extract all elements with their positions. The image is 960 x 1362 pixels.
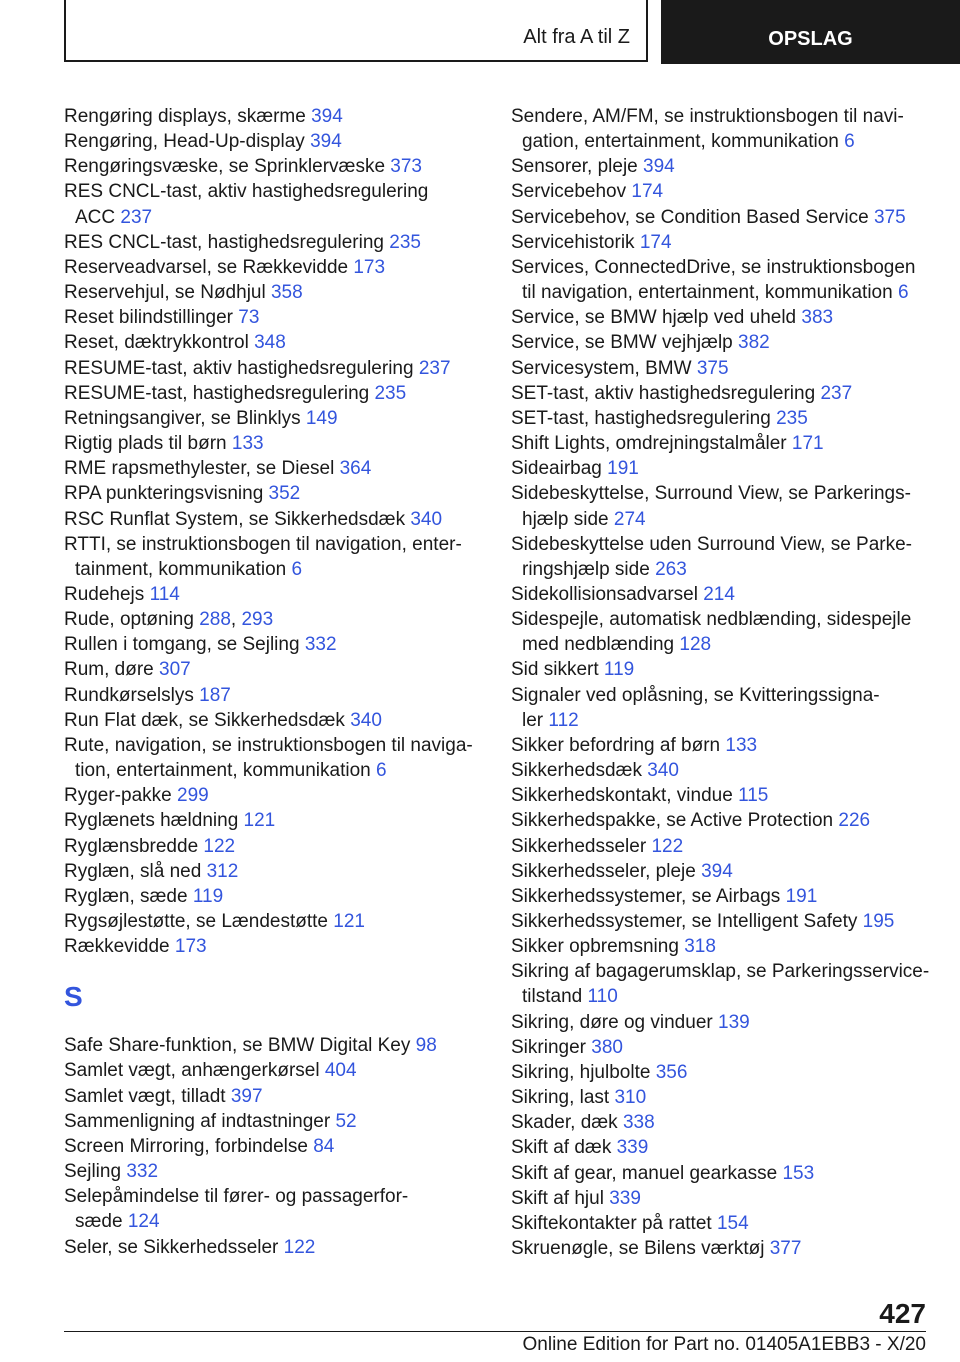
- entry-term: Sikringer: [511, 1036, 586, 1058]
- page-reference-link[interactable]: 237: [418, 357, 451, 379]
- index-entry: [511, 330, 936, 355]
- index-letter-heading: S: [64, 981, 83, 1013]
- page-reference-link[interactable]: 128: [679, 634, 712, 656]
- entry-term: Skift af hjul: [511, 1187, 604, 1209]
- page-reference-link[interactable]: 114: [149, 583, 180, 605]
- index-entry: [511, 104, 936, 154]
- entry-term: SET-tast, aktiv hastighedsregulering: [511, 382, 816, 404]
- index-entry: [511, 657, 936, 682]
- index-entry: [64, 1033, 484, 1058]
- index-entry: [511, 1035, 936, 1060]
- entry-term: Rengøring, Head-Up-display: [64, 131, 305, 153]
- page-reference-link[interactable]: 356: [655, 1061, 688, 1083]
- page-reference-link[interactable]: 174: [631, 181, 664, 203]
- index-entry: [511, 230, 936, 255]
- index-entry: [64, 1184, 484, 1234]
- entry-term: Sikkerhedspakke, se Active Protection: [511, 810, 834, 832]
- entry-term: RPA punkteringsvisning: [64, 483, 264, 505]
- page-reference-link[interactable]: 380: [591, 1036, 623, 1058]
- index-entry: [64, 255, 484, 280]
- entry-term: Skruenøgle, se Bilens værktøj: [511, 1238, 765, 1260]
- page-reference-link[interactable]: 110: [587, 986, 618, 1008]
- page-reference-link[interactable]: 394: [310, 131, 342, 153]
- page-reference-link[interactable]: 394: [311, 106, 343, 127]
- entry-term: SET-tast, hastighedsregulering: [511, 407, 771, 429]
- page-reference-link[interactable]: 348: [254, 332, 286, 354]
- index-entry: [64, 783, 484, 808]
- page-reference-link[interactable]: 187: [199, 684, 231, 706]
- page-reference-link[interactable]: 122: [283, 1236, 316, 1258]
- page-reference-link[interactable]: 6: [376, 760, 387, 782]
- entry-term: Reset bilindstillinger: [64, 307, 233, 329]
- page-reference-link[interactable]: 237: [820, 382, 853, 404]
- index-entry: [64, 708, 484, 733]
- page-reference-link[interactable]: 52: [335, 1110, 357, 1132]
- entry-term: RSC Runflat System, se Sikkerhedsdæk: [64, 508, 406, 530]
- entry-term: Rigtig plads til børn: [64, 433, 227, 455]
- entry-term: Service, se BMW vejhjælp: [511, 332, 733, 354]
- entry-term: Service, se BMW hjælp ved uheld: [511, 307, 797, 329]
- footer-text: Online Edition for Part no. 01405A1EBB3 - X/20: [522, 1334, 926, 1355]
- page-reference-link[interactable]: 235: [374, 382, 407, 404]
- index-entry: [64, 356, 484, 381]
- page-reference-link[interactable]: 149: [305, 407, 338, 429]
- page-reference-link[interactable]: 237: [120, 206, 153, 228]
- page-reference-link[interactable]: 122: [651, 835, 684, 857]
- page-reference-link[interactable]: 6: [291, 558, 303, 580]
- index-entry: [511, 1085, 936, 1110]
- index-entry: [511, 1010, 936, 1035]
- page-reference-link[interactable]: 122: [203, 835, 236, 857]
- entry-term: Sikkerhedssystemer, se Intelligent Safety: [511, 911, 858, 932]
- entry-term: hjælp side: [522, 508, 609, 530]
- page-reference-link[interactable]: 173: [353, 256, 386, 278]
- index-entry: [64, 1235, 484, 1260]
- page-reference-link[interactable]: 173: [174, 936, 207, 958]
- page-reference-link[interactable]: 394: [643, 156, 675, 178]
- entry-term: Sideairbag: [511, 458, 602, 480]
- entry-term: RESUME-tast, aktiv hastighedsregulering: [64, 357, 414, 379]
- page-reference-link[interactable]: 375: [696, 357, 729, 379]
- index-entry: [64, 406, 484, 431]
- index-entry: [64, 481, 484, 506]
- page-reference-link[interactable]: 6: [897, 282, 909, 304]
- entry-term: til navigation, entertainment, kommunikation: [522, 282, 893, 304]
- index-entry: [511, 1211, 936, 1236]
- entry-term: Sikkerhedsdæk: [511, 760, 642, 782]
- page-reference-link[interactable]: 288: [199, 609, 231, 631]
- page-reference-link[interactable]: 112: [548, 709, 579, 731]
- index-entry: [64, 230, 484, 255]
- entry-term: Skift af dæk: [511, 1137, 612, 1159]
- entry-term: Sid sikkert: [511, 659, 599, 681]
- entry-term: Rundkørselslys: [64, 684, 194, 706]
- page-reference-link[interactable]: 214: [703, 583, 735, 605]
- index-entry: [64, 507, 484, 532]
- index-entry: [511, 381, 936, 406]
- index-entry: [64, 834, 484, 859]
- entry-term: Servicehistorik: [511, 231, 635, 253]
- index-entry: [511, 406, 936, 431]
- index-entry: [511, 909, 936, 934]
- index-entry: [511, 1161, 936, 1186]
- entry-term: Sidebeskyttelse uden Surround View, se Parke-: [511, 533, 912, 555]
- index-entry: [64, 859, 484, 884]
- entry-term: Sidespejle, automatisk nedblænding, sidespejle: [511, 609, 912, 631]
- entry-term: Sikring, døre og vinduer: [511, 1011, 713, 1033]
- entry-term: Sejling: [64, 1161, 122, 1183]
- page-reference-link[interactable]: 133: [231, 433, 264, 455]
- index-column-right: [511, 104, 936, 1261]
- entry-term: Sikker opbremsning: [511, 936, 679, 958]
- page-reference-link[interactable]: 364: [339, 458, 372, 480]
- entry-term: Sikkerhedsseler: [511, 835, 647, 857]
- index-entry: Rude, optøning 288, 293: [64, 609, 274, 631]
- entry-term: Retningsangiver, se Blinklys: [64, 407, 301, 429]
- entry-term: Rute, navigation, se instruktionsbogen til naviga-: [64, 734, 473, 756]
- entry-term: Samlet vægt, anhængerkørsel: [64, 1060, 320, 1082]
- entry-term: Rullen i tomgang, se Sejling: [64, 634, 300, 656]
- index-entry: [511, 934, 936, 959]
- page-reference-link[interactable]: 332: [304, 634, 337, 656]
- page-reference-link[interactable]: 377: [769, 1238, 802, 1260]
- page-reference-link[interactable]: 133: [725, 734, 758, 756]
- entry-term: RES CNCL-tast, aktiv hastighedsregulering: [64, 181, 429, 203]
- index-entry: [511, 532, 936, 582]
- page-reference-link[interactable]: 293: [241, 609, 274, 631]
- page-reference-link[interactable]: 397: [230, 1085, 263, 1107]
- entry-term: Servicesystem, BMW: [511, 357, 692, 379]
- page-reference-link[interactable]: 263: [655, 558, 687, 580]
- entry-term: Servicebehov, se Condition Based Service: [511, 206, 869, 228]
- entry-term: Seler, se Sikkerhedsseler: [64, 1236, 279, 1258]
- index-entry: [511, 733, 936, 758]
- page-reference-link[interactable]: 299: [177, 785, 209, 807]
- page-reference-link[interactable]: 73: [238, 307, 260, 329]
- entry-term: Reservehjul, se Nødhjul: [64, 282, 266, 304]
- index-entry: [511, 884, 936, 909]
- page-reference-link[interactable]: 375: [873, 206, 906, 228]
- index-entry: [64, 179, 484, 229]
- entry-term: tilstand: [522, 986, 583, 1008]
- entry-term: Services, ConnectedDrive, se instruktionsbogen: [511, 256, 916, 278]
- page-reference-link[interactable]: 84: [313, 1135, 335, 1157]
- entry-term: Sensorer, pleje: [511, 156, 638, 178]
- index-entry: [64, 1134, 484, 1159]
- entry-term: Shift Lights, omdrejningstalmåler: [511, 433, 787, 455]
- entry-term: RESUME-tast, hastighedsregulering: [64, 382, 370, 404]
- page-reference-link[interactable]: 310: [614, 1087, 647, 1109]
- index-entry: [511, 255, 936, 305]
- page-reference-link[interactable]: 6: [844, 131, 855, 153]
- entry-term: Rum, døre: [64, 659, 154, 681]
- index-entry: [64, 1084, 484, 1109]
- entry-term: Reserveadvarsel, se Rækkevidde: [64, 256, 349, 278]
- entry-term: Sammenligning af indtastninger: [64, 1110, 331, 1132]
- index-entry: [511, 607, 936, 657]
- footer-divider: [64, 1331, 926, 1332]
- page-number: 427: [879, 1298, 926, 1329]
- index-entry: [511, 305, 936, 330]
- index-entry: [511, 834, 936, 859]
- index-entry: [64, 280, 484, 305]
- entry-term: Selepåmindelse til fører- og passagerfor-: [64, 1186, 409, 1208]
- entry-term: Sikkerhedsseler, pleje: [511, 860, 696, 882]
- entry-term: Sidebeskyttelse, Surround View, se Parkerings-: [511, 483, 911, 505]
- page-reference-link[interactable]: 171: [791, 433, 824, 455]
- entry-term: Sikring, last: [511, 1087, 610, 1109]
- section-title: Alt fra A til Z: [523, 26, 630, 48]
- page-reference-link[interactable]: 338: [622, 1112, 655, 1134]
- index-entry: [511, 808, 936, 833]
- page-reference-link[interactable]: 119: [192, 885, 224, 907]
- entry-term: tion, entertainment, kommunikation: [75, 760, 371, 782]
- entry-term: RES CNCL-tast, hastighedsregulering: [64, 231, 384, 253]
- entry-term: Reset, dæktrykkontrol: [64, 332, 249, 354]
- index-entry: [64, 305, 484, 330]
- page-reference-link[interactable]: 307: [159, 659, 191, 681]
- entry-term: med nedblænding: [522, 634, 675, 656]
- entry-term: Ryglæn, sæde: [64, 885, 188, 907]
- index-entry: [511, 154, 936, 179]
- page-reference-link[interactable]: 340: [350, 709, 382, 731]
- index-entry: [64, 431, 484, 456]
- entry-term: Rude, optøning: [64, 609, 194, 631]
- index-entry: [511, 1135, 936, 1160]
- entry-term: Sikkerhedssystemer, se Airbags: [511, 885, 781, 907]
- page-reference-link[interactable]: 98: [415, 1035, 437, 1057]
- page-reference-link[interactable]: 235: [389, 231, 421, 253]
- index-entry: [511, 481, 936, 531]
- page-reference-link[interactable]: 115: [738, 785, 769, 807]
- index-entry: [64, 532, 484, 582]
- entry-term: Rygsøjlestøtte, se Lændestøtte: [64, 911, 328, 932]
- entry-term: Sendere, AM/FM, se instruktionsbogen til navi-: [511, 106, 904, 127]
- entry-term: RTTI, se instruktionsbogen til navigation, enter-: [64, 533, 462, 555]
- index-entry: [511, 205, 936, 230]
- entry-term: Screen Mirroring, forbindelse: [64, 1135, 308, 1157]
- entry-term: Servicebehov: [511, 181, 627, 203]
- page-reference-link[interactable]: 339: [609, 1187, 641, 1209]
- index-entry: [64, 657, 484, 682]
- index-entry: [511, 431, 936, 456]
- page-reference-link[interactable]: 382: [738, 332, 770, 354]
- entry-term: sæde: [75, 1211, 123, 1233]
- index-column-left: [64, 104, 484, 1260]
- entry-term: Signaler ved oplåsning, se Kvitteringssigna-: [511, 684, 880, 706]
- index-entry: [64, 129, 484, 154]
- page-reference-link[interactable]: 121: [333, 911, 365, 932]
- index-entry: [511, 582, 936, 607]
- entry-term: Rengøring displays, skærme: [64, 106, 306, 127]
- page-reference-link[interactable]: 339: [616, 1137, 649, 1159]
- page-reference-link[interactable]: 312: [206, 860, 239, 882]
- entry-term: tainment, kommunikation: [75, 558, 287, 580]
- entry-term: Sidekollisionsadvarsel: [511, 583, 698, 605]
- entry-term: Safe Share-funktion, se BMW Digital Key: [64, 1035, 411, 1057]
- page-reference-link[interactable]: 226: [838, 810, 871, 832]
- index-entry: [64, 154, 484, 179]
- page-header: [0, 0, 960, 66]
- index-entry: [511, 1236, 936, 1261]
- entry-term: Sikkerhedskontakt, vindue: [511, 785, 733, 807]
- page-reference-link[interactable]: 154: [716, 1212, 749, 1234]
- page-reference-link[interactable]: 352: [268, 483, 301, 505]
- page-reference-link[interactable]: 195: [862, 911, 895, 932]
- index-entry: [511, 356, 936, 381]
- entry-term: ler: [522, 709, 544, 731]
- page-reference-link[interactable]: 139: [718, 1011, 750, 1033]
- index-entry: [64, 683, 484, 708]
- entry-term: RME rapsmethylester, se Diesel: [64, 458, 335, 480]
- page-reference-link[interactable]: 174: [639, 231, 672, 253]
- index-entry: [64, 104, 484, 129]
- index-entry: [511, 456, 936, 481]
- entry-term: Skiftekontakter på rattet: [511, 1212, 712, 1234]
- page-reference-link[interactable]: 119: [603, 659, 635, 681]
- page-reference-link[interactable]: 358: [270, 282, 303, 304]
- index-entry: [511, 1110, 936, 1135]
- index-entry: [64, 1109, 484, 1134]
- entry-term: Sikker befordring af børn: [511, 734, 721, 756]
- page-reference-link[interactable]: 340: [410, 508, 443, 530]
- entry-term: Rudehejs: [64, 583, 145, 605]
- index-entry: [64, 456, 484, 481]
- index-entry: [64, 1159, 484, 1184]
- page-reference-link[interactable]: 394: [701, 860, 733, 882]
- index-entry: [64, 733, 484, 783]
- index-entry: [64, 632, 484, 657]
- entry-term: gation, entertainment, kommunikation: [522, 131, 839, 153]
- index-entry: [511, 179, 936, 204]
- entry-term: Rengøringsvæske, se Sprinklervæske: [64, 156, 386, 178]
- page-reference-link[interactable]: 404: [324, 1060, 357, 1082]
- index-entry: [511, 1186, 936, 1211]
- entry-term: Skift af gear, manuel gearkasse: [511, 1162, 778, 1184]
- entry-term: Samlet vægt, tilladt: [64, 1085, 226, 1107]
- entry-term: Run Flat dæk, se Sikkerhedsdæk: [64, 709, 345, 731]
- chapter-tab[interactable]: OPSLAG: [661, 0, 960, 64]
- index-entry: [64, 381, 484, 406]
- entry-term: Skader, dæk: [511, 1112, 618, 1134]
- index-entry: [64, 330, 484, 355]
- page-reference-link[interactable]: 121: [243, 810, 276, 832]
- index-entry: [64, 909, 484, 934]
- page-reference-link[interactable]: 124: [127, 1211, 160, 1233]
- header-frame: [64, 0, 648, 62]
- page-reference-link[interactable]: 153: [782, 1162, 815, 1184]
- page-reference-link[interactable]: 191: [785, 885, 818, 907]
- entry-term: ringshjælp side: [522, 558, 650, 580]
- index-entry: [511, 783, 936, 808]
- page-reference-link[interactable]: 373: [390, 156, 422, 178]
- page-reference-link[interactable]: 318: [684, 936, 716, 958]
- entry-term: Sikring, hjulbolte: [511, 1061, 651, 1083]
- page-reference-link[interactable]: 340: [647, 760, 679, 782]
- entry-term: Ryger-pakke: [64, 785, 172, 807]
- entry-term: Sikring af bagagerumsklap, se Parkeringsservice-: [511, 961, 930, 983]
- index-entry: [511, 959, 936, 1009]
- entry-term: Rækkevidde: [64, 936, 170, 958]
- index-entry: [64, 884, 484, 909]
- index-entry: [64, 1058, 484, 1083]
- index-entry: [511, 1060, 936, 1085]
- entry-term: ACC: [75, 206, 116, 228]
- entry-term: Ryglænets hældning: [64, 810, 239, 832]
- page-reference-link[interactable]: 191: [607, 458, 639, 480]
- entry-term: Ryglæn, slå ned: [64, 860, 202, 882]
- index-entry: [64, 934, 484, 959]
- index-entry: [64, 582, 484, 607]
- page-reference-link[interactable]: 274: [613, 508, 646, 530]
- page-reference-link[interactable]: 383: [801, 307, 834, 329]
- page-reference-link[interactable]: 332: [126, 1161, 159, 1183]
- entry-term: Ryglænsbredde: [64, 835, 199, 857]
- index-entry: [511, 683, 936, 733]
- index-entry: [511, 758, 936, 783]
- index-entry: [511, 859, 936, 884]
- index-entry: [64, 808, 484, 833]
- page-reference-link[interactable]: 235: [776, 407, 808, 429]
